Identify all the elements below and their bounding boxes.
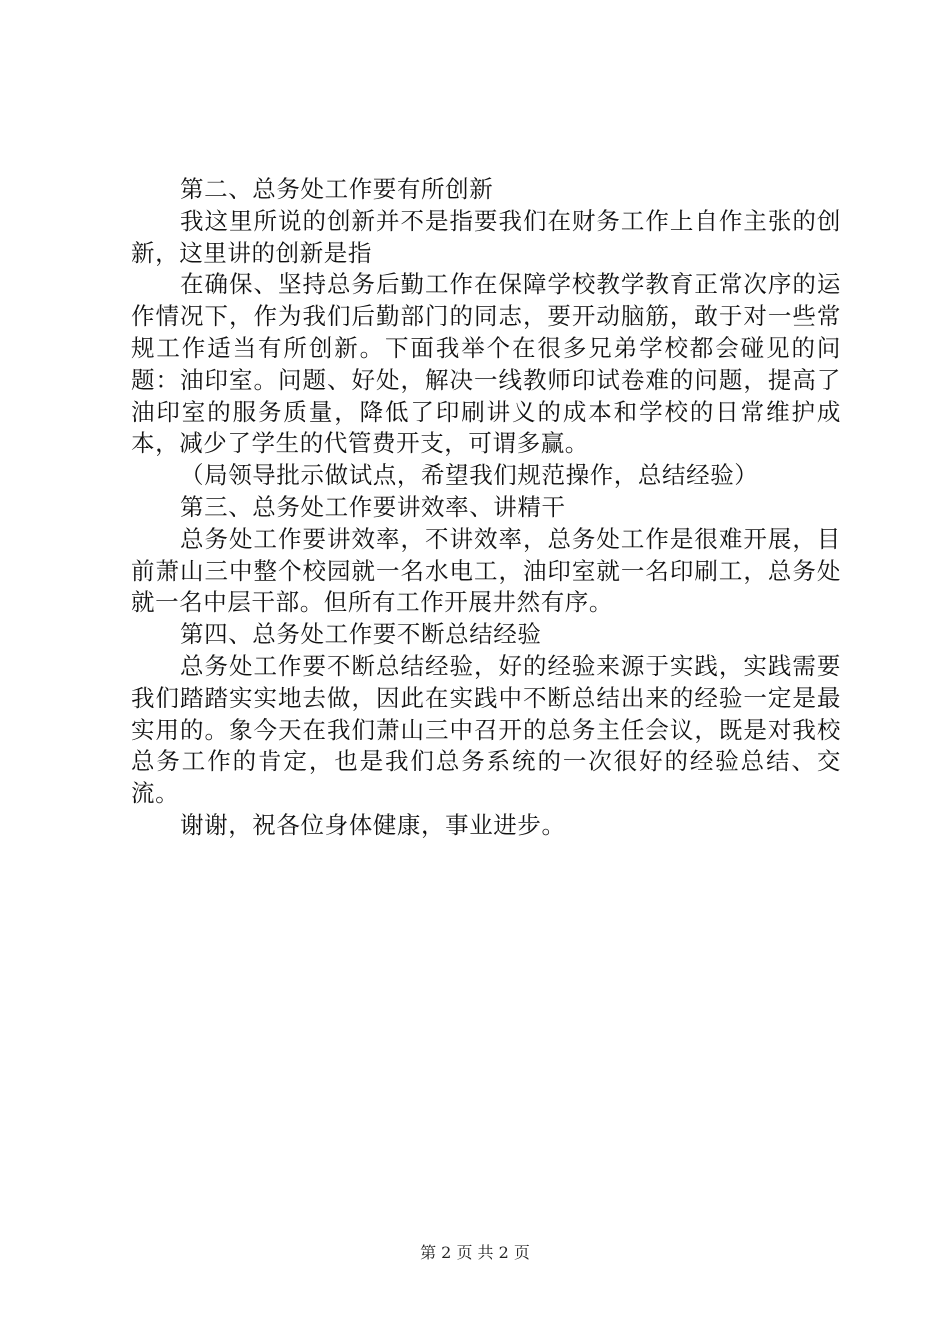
paragraph-note: （局领导批示做试点，希望我们规范操作，总结经验） [180, 461, 759, 490]
paragraph: 总务处工作要讲效率，不讲效率，总务处工作是很难开展，目前萧山三中整个校园就一名水电工，油印室就一名印刷工，总务处就一名中层干部。但所有工作开展井然有序。 [131, 524, 841, 617]
closing-remark: 谢谢，祝各位身体健康，事业进步。 [180, 810, 566, 839]
section-heading-efficiency: 第三、总务处工作要讲效率、讲精干 [180, 492, 566, 521]
paragraph: 在确保、坚持总务后勤工作在保障学校教学教育正常次序的运作情况下，作为我们后勤部门的同志，要开动脑筋，敢于对一些常规工作适当有所创新。下面我举个在很多兄弟学校都会碰见的问题：油印室。问题、好处，解决一线教师印试卷难的问题，提高了油印室的服务质量，降低了印刷讲义的成本和学校的日常维护成本，减少了学生的代管费开支，可谓多赢。 [131, 270, 841, 458]
paragraph: 我这里所说的创新并不是指要我们在财务工作上自作主张的创新，这里讲的创新是指 [131, 206, 841, 267]
section-heading-experience: 第四、总务处工作要不断总结经验 [180, 620, 542, 649]
paragraph: 总务处工作要不断总结经验，好的经验来源于实践，实践需要我们踏踏实实地去做，因此在实践中不断总结出来的经验一定是最实用的。象今天在我们萧山三中召开的总务主任会议，既是对我校总务工作的肯定，也是我们总务系统的一次很好的经验总结、交流。 [131, 651, 841, 808]
page-number-footer: 第 2 页 共 2 页 [420, 1243, 530, 1262]
document-body [131, 174, 841, 842]
section-heading-innovation: 第二、总务处工作要有所创新 [180, 175, 494, 203]
